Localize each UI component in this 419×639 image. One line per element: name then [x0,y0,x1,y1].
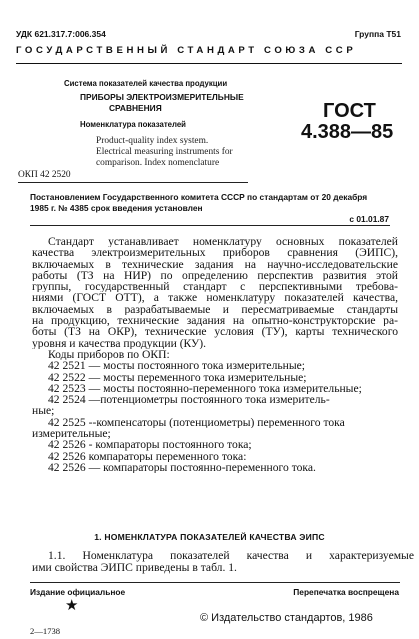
intro-line: включаемых в разрабатываемые и пересматриваемые стандарты [32,303,398,316]
footer-rule [30,582,400,583]
code-row [32,360,398,371]
section-paragraph-line: 1.1. Номенклатура показателей качества и характеризуемые [48,549,414,562]
code-number: 42 2526 [48,450,86,462]
code-number: 42 2521 [48,360,86,372]
code-row [32,451,398,462]
intro-line: Стандарт устанавливает номенклатуру основных показателей [48,236,398,248]
intro-line: уровня и качества продукции (КУ). [32,337,207,349]
intro-line: качества электроизмерительных приборов сравнения (ЭИПС), [32,247,398,259]
print-code: 2—1738 [30,626,61,636]
devices-title-line1: ПРИБОРЫ ЭЛЕКТРОИЗМЕРИТЕЛЬНЫЕ [80,92,244,102]
decree-line: Постановлением Государственного комитета СССР по стандартам от 20 декабря [30,192,368,202]
section-heading: 1. НОМЕНКЛАТУРА ПОКАЗАТЕЛЕЙ КАЧЕСТВА ЭИПС [94,532,325,542]
code-number: 42 2522 [48,371,86,383]
nomenclature-subtitle: Номенклатура показателей [80,120,186,129]
standard-title: ГОСУДАРСТВЕННЫЙ СТАНДАРТ СОЮЗА ССР [16,45,357,56]
okp-code: ОКП 42 2520 [18,170,71,180]
code-description: - компараторы постоянного тока; [88,439,252,451]
effective-date: с 01.01.87 [349,214,389,224]
decree-line: 1985 г. № 4385 срок введения установлен [30,203,203,213]
copyright: © Издательство стандартов, 1986 [200,612,373,624]
english-title-line: Product-quality index system. [96,136,209,146]
code-number: 42 2524 [48,394,86,406]
code-description: компараторы переменного тока: [88,450,247,462]
code-continuation: измерительные; [32,428,111,440]
udk-code: УДК 621.317.7:006.354 [16,29,106,39]
intro-line: группы, государственный стандарт с перспективными требова- [32,281,398,293]
code-row [32,372,398,383]
reprint-prohibited-label: Перепечатка воспрещена [293,587,399,597]
codes-title: Коды приборов по ОКП: [48,348,170,361]
group-code: Группа Т51 [354,29,401,39]
code-number: 42 2525 [48,416,86,429]
system-title: Система показателей качества продукции [64,79,228,88]
section-paragraph-line: ими свойства ЭИПС приведены в табл. 1. [32,561,237,574]
code-row [32,462,398,473]
star-icon: ★ [65,598,79,614]
code-row [32,383,398,394]
okp-rule [18,182,248,183]
devices-title-line2: СРАВНЕНИЯ [109,103,162,113]
gost-number: 4.388—85 [301,121,394,143]
intro-line: на продукцию, технические задания на опытно-конструкторские ра- [32,315,398,327]
code-row [32,417,398,428]
code-description: —потенциометры постоянного тока измеритель- [88,394,330,406]
code-description: — мосты постоянно-переменного тока измерительные; [88,382,362,395]
intro-line: включаемых в технические задания на научно-исследовательские [32,258,398,270]
code-description: — мосты переменного тока измерительные; [88,371,307,383]
english-title-line: comparison. Index nomenclature [96,158,220,168]
code-continuation: ные; [32,405,55,417]
code-number: 42 2526 [48,461,86,474]
code-description: — компараторы постоянно-переменного тока. [88,461,316,474]
gost-label: ГОСТ [323,100,376,122]
code-row [32,394,398,405]
body-text [32,236,398,473]
header-rule [16,63,402,64]
code-number: 42 2523 [48,382,86,395]
intro-line: боты (ТЗ на ОКР), технические условия (ТУ), карты технического [32,326,398,338]
intro-line: работы (ТЗ на НИР) по определению перспектив развития этой [32,269,398,282]
code-description: — мосты постоянного тока измерительные; [88,360,305,372]
english-title-line: Electrical measuring instruments for [96,147,233,157]
intro-line: ниями (ГОСТ ОТТ), а также номенклатуру показателей качества, [32,292,398,304]
code-row [32,439,398,450]
official-edition-label: Издание официальное [30,587,126,597]
code-description: --компенсаторы (потенциометры) переменного тока [88,416,345,429]
code-number: 42 2526 [48,439,86,451]
decree-rule [30,225,390,226]
